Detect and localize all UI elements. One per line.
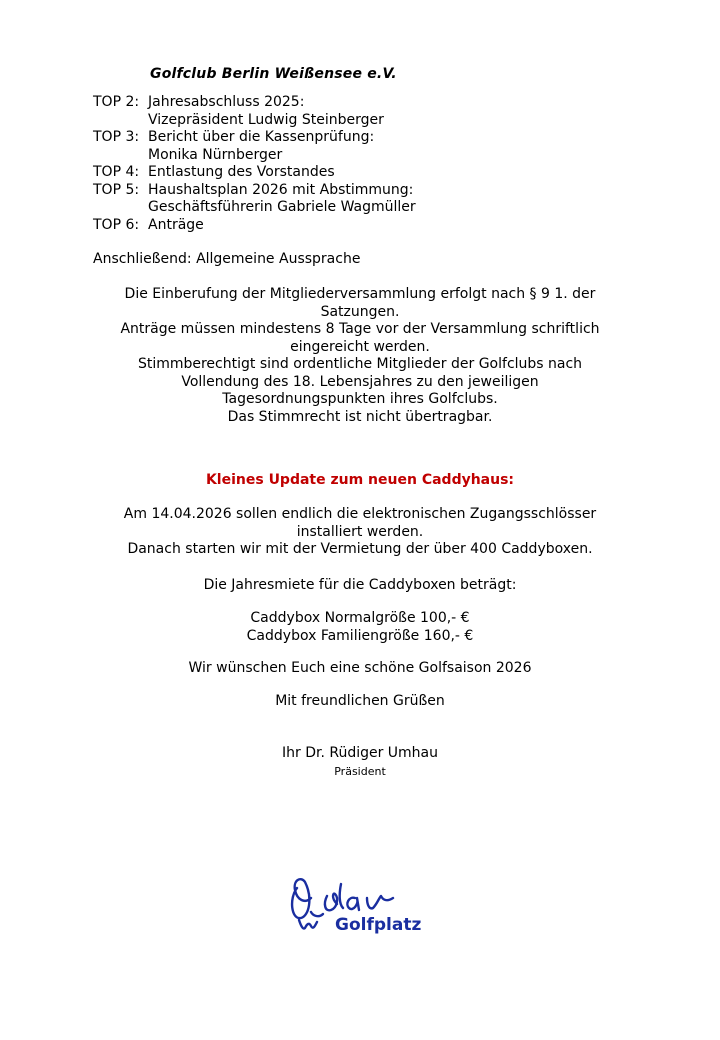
price-line: Caddybox Familiengröße 160,- €: [246, 627, 474, 644]
agenda-item: [93, 129, 416, 164]
meeting-notes: [93, 286, 627, 426]
logo-text: Golfplatz: [335, 915, 422, 935]
agenda-item-label: TOP 5:: [93, 181, 140, 198]
price-line: Caddybox Normalgröße 100,- €: [250, 610, 470, 626]
rent-heading: Die Jahresmiete für die Caddyboxen beträgt:: [203, 577, 517, 593]
agenda-item-label: TOP 4:: [93, 164, 140, 180]
update-heading: Kleines Update zum neuen Caddyhaus:: [205, 472, 515, 488]
update-line: Danach starten wir mit der Vermietung der über 400 Caddyboxen.: [127, 541, 593, 557]
agenda-item: [93, 182, 416, 217]
note-line: Satzungen.: [320, 303, 400, 320]
note-line: Anträge müssen mindestens 8 Tage vor der Versammlung schriftlich: [120, 321, 600, 337]
agenda-item: [93, 217, 416, 235]
update-line: Am 14.04.2026 sollen endlich die elektronischen Zugangsschlösser: [123, 506, 597, 522]
agenda-list: [93, 94, 416, 234]
rent-prices: [93, 610, 627, 645]
note-line: eingereicht werden.: [290, 338, 430, 355]
signatory-role: Präsident: [334, 765, 386, 778]
agenda-item: [93, 164, 416, 182]
closing-greeting: Mit freundlichen Grüßen: [275, 693, 445, 709]
club-name: Golfclub Berlin Weißensee e.V.: [150, 66, 397, 82]
agenda-item-text: Entlastung des Vorstandes: [148, 164, 335, 180]
signatory-name: Ihr Dr. Rüdiger Umhau: [281, 745, 439, 761]
update-text: [93, 506, 627, 559]
update-line: installiert werden.: [296, 523, 424, 540]
agenda-item-label: TOP 6:: [93, 216, 140, 233]
afterwards-line: Anschließend: Allgemeine Aussprache: [93, 251, 361, 267]
agenda-item-text: Haushaltsplan 2026 mit Abstimmung:: [148, 181, 414, 198]
note-line: Die Einberufung der Mitgliederversammlung erfolgt nach § 9 1. der: [124, 286, 596, 302]
agenda-item-speaker: Vizepräsident Ludwig Steinberger: [148, 111, 384, 128]
note-line: Das Stimmrecht ist nicht übertragbar.: [227, 408, 493, 425]
agenda-item-label: TOP 3:: [93, 129, 140, 145]
note-line: Tagesordnungspunkten ihres Golfclubs.: [222, 391, 498, 407]
agenda-item-text: Jahresabschluss 2025:: [148, 94, 305, 110]
agenda-item-label: TOP 2:: [93, 94, 140, 110]
golfplatz-logo: [283, 868, 443, 940]
note-line: Vollendung des 18. Lebensjahres zu den jeweiligen: [181, 373, 539, 390]
agenda-item-speaker: Geschäftsführerin Gabriele Wagmüller: [148, 199, 416, 215]
agenda-item-text: Anträge: [148, 216, 204, 233]
agenda-item: [93, 94, 416, 129]
season-wish: Wir wünschen Euch eine schöne Golfsaison 2026: [188, 660, 532, 676]
agenda-item-speaker: Monika Nürnberger: [148, 146, 283, 163]
note-line: Stimmberechtigt sind ordentliche Mitglieder der Golfclubs nach: [137, 356, 583, 372]
agenda-item-text: Bericht über die Kassenprüfung:: [148, 129, 375, 145]
